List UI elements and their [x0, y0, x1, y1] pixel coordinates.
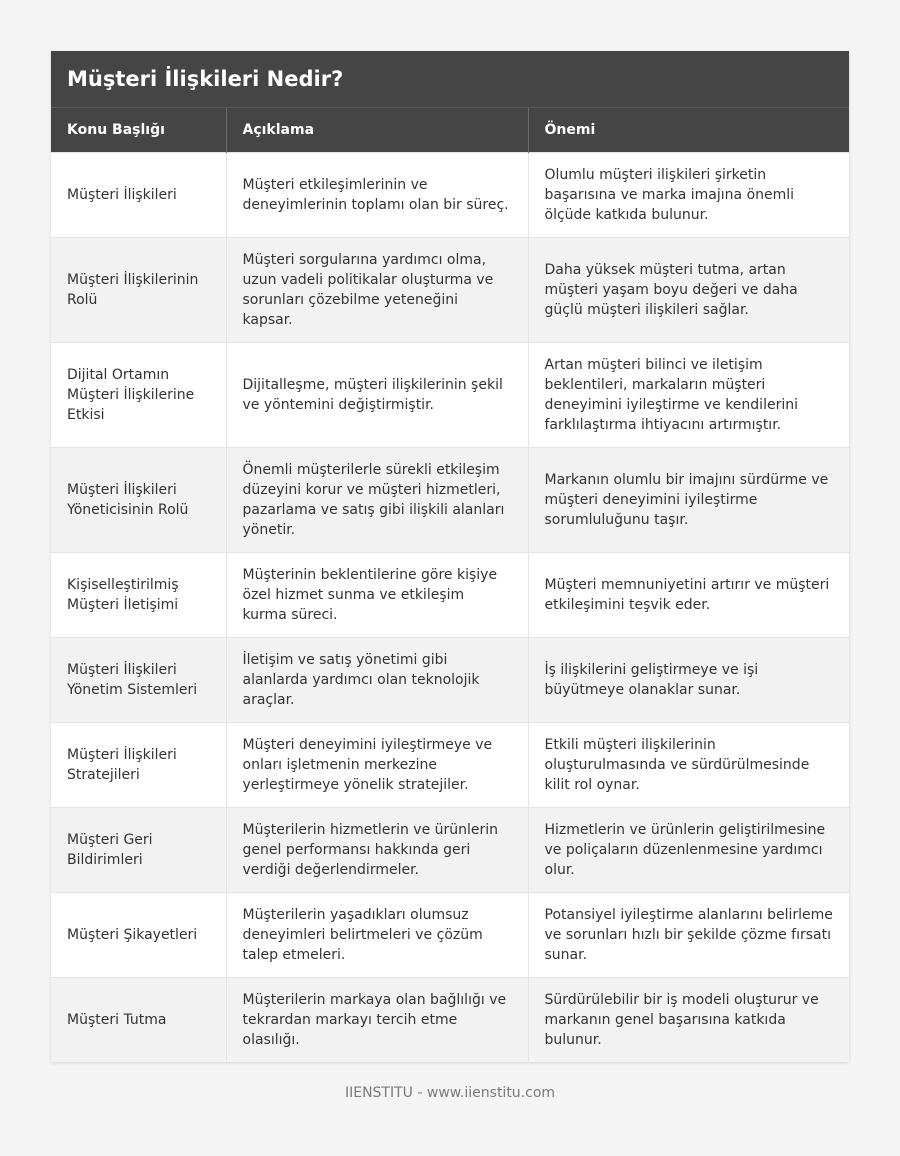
table-row: [51, 892, 849, 977]
cell-topic: Müşteri Geri Bildirimleri: [51, 807, 226, 892]
cell-description: Müşterilerin yaşadıkları olumsuz deneyimleri belirtmeleri ve çözüm talep etmeleri.: [226, 892, 528, 977]
cell-topic: Kişiselleştirilmiş Müşteri İletişimi: [51, 552, 226, 637]
cell-description: Müşterilerin hizmetlerin ve ürünlerin genel performansı hakkında geri verdiği değerlendirmeler.: [226, 807, 528, 892]
cell-importance: Daha yüksek müşteri tutma, artan müşteri yaşam boyu değeri ve daha güçlü müşteri ilişkileri sağlar.: [528, 237, 849, 342]
header-topic: Konu Başlığı: [51, 108, 226, 152]
table-row: [51, 447, 849, 552]
cell-importance: Potansiyel iyileştirme alanlarını belirleme ve sorunları hızlı bir şekilde çözme fırsatı sunar.: [528, 892, 849, 977]
table-row: [51, 637, 849, 722]
cell-topic: Müşteri Şikayetleri: [51, 892, 226, 977]
page-title: Müşteri İlişkileri Nedir?: [51, 51, 849, 108]
table-row: [51, 342, 849, 447]
table-row: [51, 807, 849, 892]
cell-topic: Müşteri Tutma: [51, 977, 226, 1062]
info-table: [51, 108, 849, 1062]
cell-topic: Dijital Ortamın Müşteri İlişkilerine Etkisi: [51, 342, 226, 447]
cell-importance: Sürdürülebilir bir iş modeli oluşturur ve markanın genel başarısına katkıda bulunur.: [528, 977, 849, 1062]
cell-importance: Markanın olumlu bir imajını sürdürme ve müşteri deneyimini iyileştirme sorumluluğunu taşır.: [528, 447, 849, 552]
cell-importance: Artan müşteri bilinci ve iletişim beklentileri, markaların müşteri deneyimini iyileştirme ve kendilerini farklılaştırma ihtiyacını artırmıştır.: [528, 342, 849, 447]
cell-topic: Müşteri İlişkileri: [51, 152, 226, 237]
table-row: [51, 552, 849, 637]
cell-description: Müşteri deneyimini iyileştirmeye ve onları işletmenin merkezine yerleştirmeye yönelik stratejiler.: [226, 722, 528, 807]
content-card: [51, 51, 849, 1062]
cell-importance: Müşteri memnuniyetini artırır ve müşteri etkileşimini teşvik eder.: [528, 552, 849, 637]
cell-topic: Müşteri İlişkilerinin Rolü: [51, 237, 226, 342]
cell-topic: Müşteri İlişkileri Yöneticisinin Rolü: [51, 447, 226, 552]
cell-description: Önemli müşterilerle sürekli etkileşim düzeyini korur ve müşteri hizmetleri, pazarlama ve satış gibi ilişkili alanları yönetir.: [226, 447, 528, 552]
cell-description: Müşteri sorgularına yardımcı olma, uzun vadeli politikalar oluşturma ve sorunları çözebilme yeteneğini kapsar.: [226, 237, 528, 342]
cell-importance: İş ilişkilerini geliştirmeye ve işi büyütmeye olanaklar sunar.: [528, 637, 849, 722]
cell-importance: Olumlu müşteri ilişkileri şirketin başarısına ve marka imajına önemli ölçüde katkıda bulunur.: [528, 152, 849, 237]
table-row: [51, 722, 849, 807]
cell-importance: Etkili müşteri ilişkilerinin oluşturulmasında ve sürdürülmesinde kilit rol oynar.: [528, 722, 849, 807]
table-row: [51, 977, 849, 1062]
header-importance: Önemi: [528, 108, 849, 152]
table-header-row: [51, 108, 849, 152]
cell-topic: Müşteri İlişkileri Stratejileri: [51, 722, 226, 807]
cell-description: Dijitalleşme, müşteri ilişkilerinin şekil ve yöntemini değiştirmiştir.: [226, 342, 528, 447]
header-description: Açıklama: [226, 108, 528, 152]
footer-credit: IIENSTITU - www.iienstitu.com: [344, 1085, 556, 1101]
cell-importance: Hizmetlerin ve ürünlerin geliştirilmesine ve poliçaların düzenlenmesine yardımcı olur.: [528, 807, 849, 892]
cell-description: Müşterilerin markaya olan bağlılığı ve tekrardan markayı tercih etme olasılığı.: [226, 977, 528, 1062]
cell-description: İletişim ve satış yönetimi gibi alanlarda yardımcı olan teknolojik araçlar.: [226, 637, 528, 722]
table-row: [51, 237, 849, 342]
table-row: [51, 152, 849, 237]
cell-description: Müşteri etkileşimlerinin ve deneyimlerinin toplamı olan bir süreç.: [226, 152, 528, 237]
cell-topic: Müşteri İlişkileri Yönetim Sistemleri: [51, 637, 226, 722]
cell-description: Müşterinin beklentilerine göre kişiye özel hizmet sunma ve etkileşim kurma süreci.: [226, 552, 528, 637]
